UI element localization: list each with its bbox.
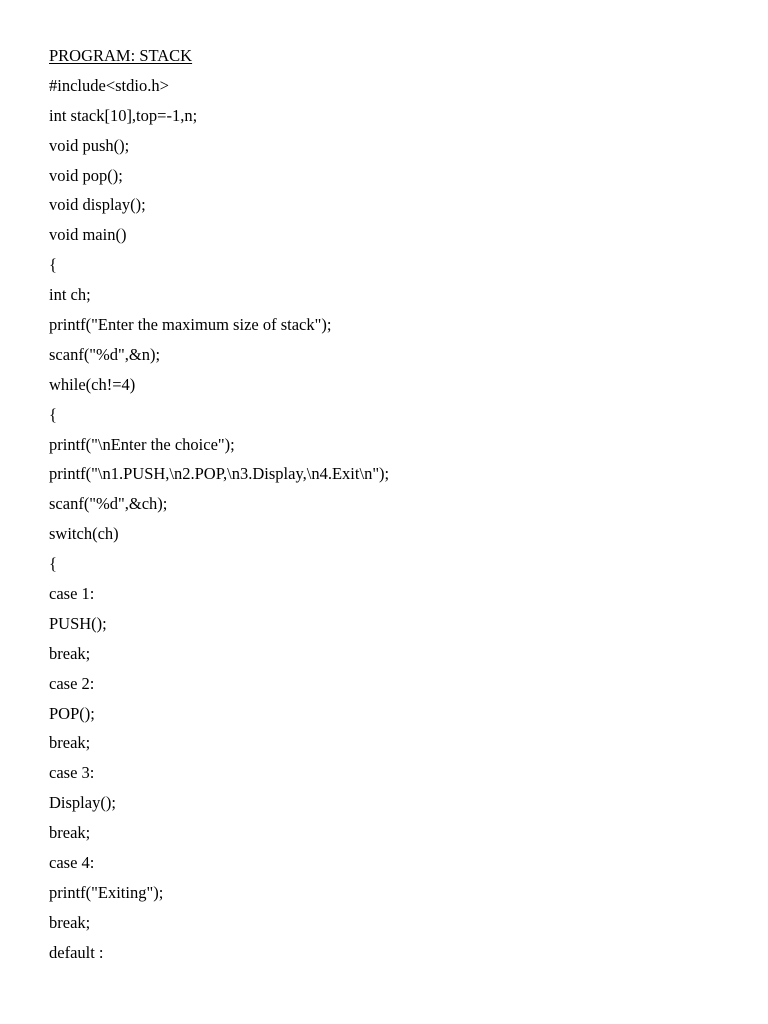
code-line: break; bbox=[49, 643, 91, 663]
code-line: printf("\n1.PUSH,\n2.POP,\n3.Display,\n4.Exit\n"); bbox=[49, 464, 390, 484]
code-line: void main() bbox=[49, 225, 127, 245]
code-line: #include<stdio.h> bbox=[49, 75, 169, 95]
program-title: PROGRAM: STACK bbox=[49, 46, 193, 65]
code-line: scanf("%d",&ch); bbox=[49, 494, 168, 514]
code-line: case 4: bbox=[49, 853, 95, 873]
code-line: switch(ch) bbox=[49, 524, 119, 544]
code-line: int ch; bbox=[49, 285, 91, 305]
code-listing bbox=[49, 73, 729, 966]
code-line: printf("Exiting"); bbox=[49, 882, 164, 902]
code-line: case 2: bbox=[49, 673, 95, 693]
code-line: case 1: bbox=[49, 584, 95, 604]
code-line: Display(); bbox=[49, 793, 116, 813]
code-line: break; bbox=[49, 733, 91, 753]
code-line: void push(); bbox=[49, 135, 130, 155]
code-line: break; bbox=[49, 912, 91, 932]
code-line: while(ch!=4) bbox=[49, 374, 136, 394]
code-line: printf("\nEnter the choice"); bbox=[49, 434, 235, 454]
code-line: { bbox=[49, 404, 57, 424]
code-line: void display(); bbox=[49, 195, 146, 215]
code-line: default : bbox=[49, 942, 104, 962]
code-line: PUSH(); bbox=[49, 613, 107, 633]
code-line: { bbox=[49, 554, 57, 574]
code-line: printf("Enter the maximum size of stack"); bbox=[49, 315, 332, 335]
code-line: int stack[10],top=-1,n; bbox=[49, 105, 198, 125]
code-line: case 3: bbox=[49, 763, 95, 783]
code-line: break; bbox=[49, 823, 91, 843]
code-line: { bbox=[49, 255, 57, 275]
document-body bbox=[49, 43, 729, 970]
code-line: POP(); bbox=[49, 703, 95, 723]
code-line: void pop(); bbox=[49, 165, 123, 185]
code-line: scanf("%d",&n); bbox=[49, 344, 161, 364]
